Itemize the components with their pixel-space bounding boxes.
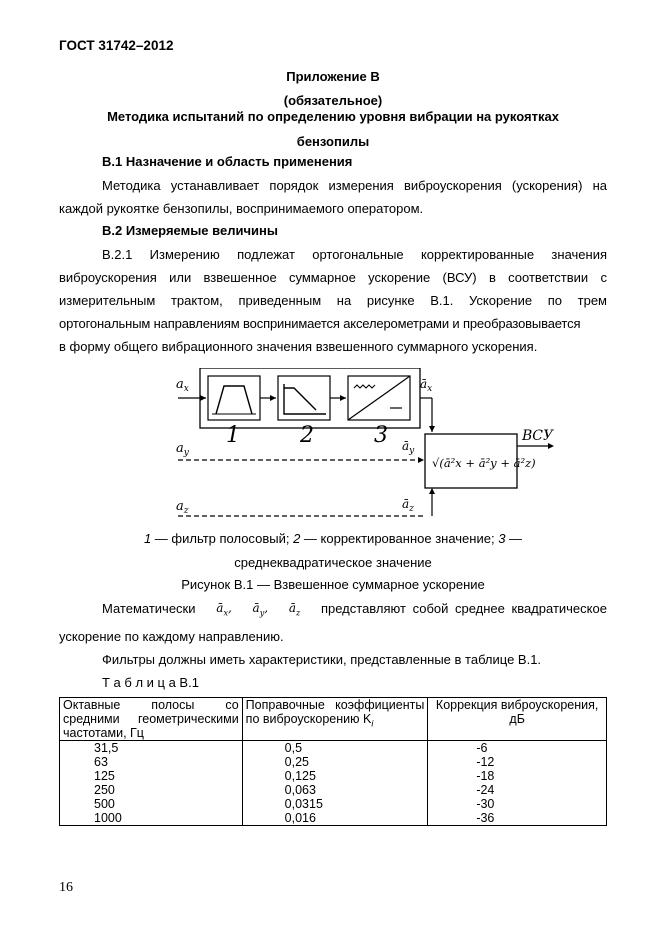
block-3-number: 3 <box>374 423 388 448</box>
table-row: 31,5 0,5 -6 <box>60 741 607 756</box>
table-header-row <box>60 698 607 741</box>
rms-diagonal <box>348 376 410 420</box>
table-header-cell: Поправочные коэффициенты по виброускорению $K_i$ <box>242 698 428 741</box>
block-2-number: 2 <box>300 423 314 448</box>
section-b1-line1: Методика устанавливает порядок измерения виброускорения (ускорения) на <box>102 178 607 193</box>
figure-legend-line1: 1 — фильтр полосовый; 2 — корректированное значение; 3 — <box>143 531 523 546</box>
page-number: 16 <box>59 880 73 895</box>
table-label: Т а б л и ц а В.1 <box>102 675 199 690</box>
correction-curve-icon <box>284 384 326 414</box>
block-1-number: 1 <box>226 423 240 448</box>
section-b2-heading: В.2 Измеряемые величины <box>102 223 278 238</box>
section-b2-line: ортогональным направлениям воспринимается акселерометрами и преобразовывается <box>59 316 581 331</box>
avg-y-label: $ā_y$ <box>402 439 415 456</box>
table-header-cell: Октавные полосы со средними геометрическими частотами, Гц <box>60 698 243 741</box>
section-b2-line: В.2.1 Измерению подлежат ортогональные корректированные значения <box>102 247 607 262</box>
appendix-heading-line2: бензопилы <box>296 134 370 149</box>
bandpass-curve-icon <box>216 386 252 414</box>
output-label: ВСУ <box>522 428 554 444</box>
table-row: 63 0,25 -12 <box>60 755 607 769</box>
section-b1-heading: В.1 Назначение и область применения <box>102 154 353 169</box>
input-z-label: $a_z$ <box>176 499 189 516</box>
section-b1-line2: каждой рукоятке бензопилы, воспринимаемого оператором. <box>59 201 424 216</box>
appendix-status: (обязательное) <box>283 93 383 108</box>
table-header-cell: Коррекция виброускорения, дБ <box>428 698 607 741</box>
filters-paragraph: Фильтры должны иметь характеристики, представленные в таблице В.1. <box>102 652 542 667</box>
table-row: 125 0,125 -18 <box>60 769 607 783</box>
rms-wave-icon <box>354 385 375 388</box>
appendix-title: Приложение В <box>286 69 380 84</box>
math-paragraph-line1: Математически $ā_x$, $ā_y$, $ā_z$ представляют собой среднее квадратическое <box>102 601 607 618</box>
table-row: 1000 0,016 -36 <box>60 811 607 826</box>
input-x-label: $a_x$ <box>176 377 189 394</box>
figure-b1-diagram <box>170 368 610 528</box>
math-paragraph-line2: ускорение по каждому направлению. <box>59 629 284 644</box>
formula: √(ā²x + ā²y + ā²z) <box>432 456 536 470</box>
input-y-label: $a_y$ <box>176 441 189 458</box>
document-id: ГОСТ 31742–2012 <box>59 38 174 53</box>
figure-legend-line2: среднеквадратическое значение <box>234 555 432 570</box>
filter-chain-frame <box>200 368 420 428</box>
avg-x-label: $ā_x$ <box>420 377 433 394</box>
avg-z-label: $ā_z$ <box>402 497 414 514</box>
section-b2-line: виброускорения или взвешенное суммарное ускорение (ВСУ) в соответствии с <box>59 270 607 285</box>
figure-caption: Рисунок В.1 — Взвешенное суммарное ускорение <box>181 577 485 592</box>
section-b2-line: в форму общего вибрационного значения взвешенного суммарного ускорения. <box>59 339 538 354</box>
table-b1 <box>59 697 607 826</box>
section-b2-line: измерительным трактом, приведенным на рисунке В.1. Ускорение по трем <box>59 293 607 308</box>
appendix-heading-line1: Методика испытаний по определению уровня вибрации на рукоятках <box>107 109 559 124</box>
table-row: 250 0,063 -24 <box>60 783 607 797</box>
table-row: 500 0,0315 -30 <box>60 797 607 811</box>
